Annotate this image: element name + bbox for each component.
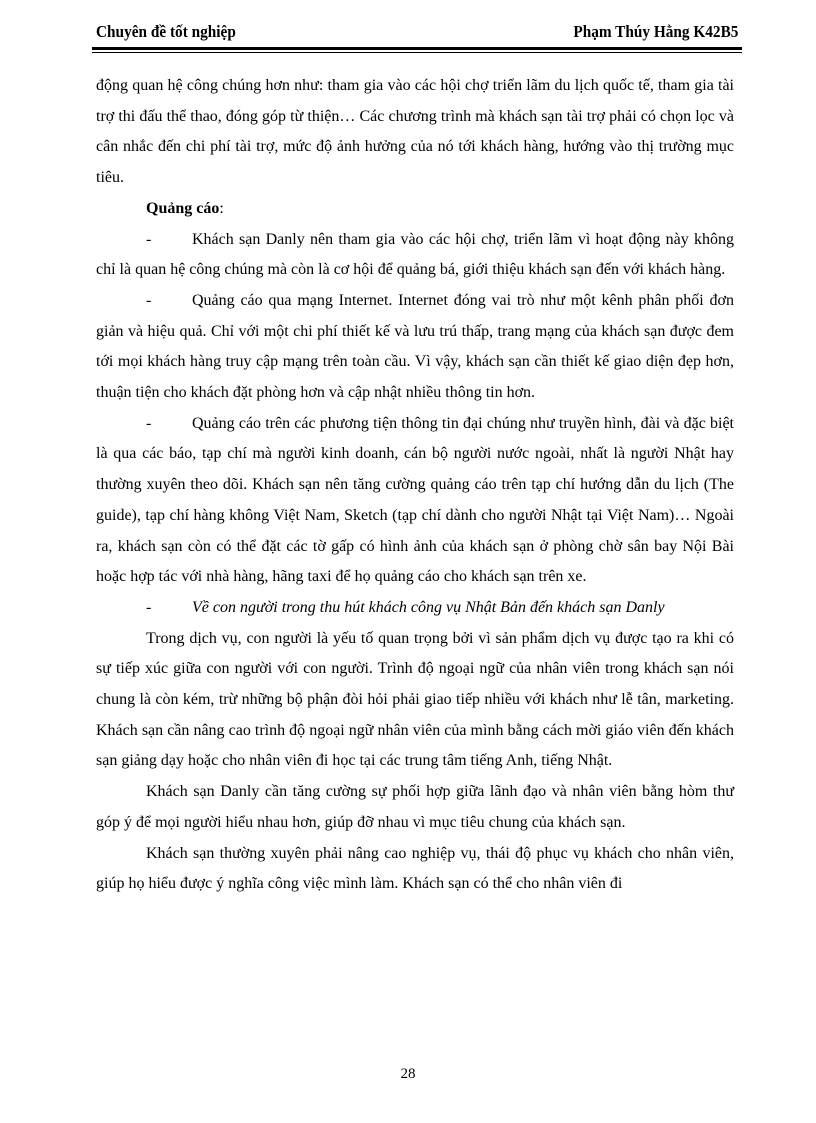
- body-text: [96, 71, 734, 900]
- dash-bullet: -: [146, 598, 152, 616]
- dash-bullet: -: [146, 291, 152, 309]
- list-item-text: Khách sạn Danly nên tham gia vào các hội chợ, triển lãm vì hoạt động này không chỉ là quan hệ công chúng mà còn là cơ hội để quảng bá, giới thiệu khách sạn đến với khách hàng.: [96, 230, 734, 279]
- paragraph-coordination: Khách sạn Danly cần tăng cường sự phối hợp giữa lãnh đạo và nhân viên bằng hòm thư góp ý để mọi người hiểu nhau hơn, giúp đỡ nhau vì mục tiêu chung của khách sạn.: [96, 783, 734, 831]
- section-heading-advertising: [96, 194, 734, 225]
- list-item-italic: [96, 593, 734, 624]
- header-author: Phạm Thúy Hằng K42B5: [572, 22, 738, 41]
- paragraph-staff-language: Trong dịch vụ, con người là yếu tố quan trọng bởi vì sản phẩm dịch vụ được tạo ra khi có sự tiếp xúc giữa con người với con người. Trình độ ngoại ngữ của nhân viên trong khách sạn nói chung là còn kém, trừ những bộ phận đòi hỏi phải giao tiếp nhiều với khách như lễ tân, marketing. Khách sạn cần nâng cao trình độ ngoại ngữ nhân viên của mình bằng cách mời giáo viên đến khách sạn giảng dạy hoặc cho nhân viên đi học tại các trung tâm tiếng Anh, tiếng Nhật.: [96, 629, 734, 770]
- list-item: [96, 286, 734, 409]
- list-item: [96, 225, 734, 286]
- heading-colon: :: [219, 199, 224, 217]
- heading-text: Quảng cáo: [146, 199, 220, 217]
- paragraph-training: Khách sạn thường xuyên phải nâng cao nghiệp vụ, thái độ phục vụ khách cho nhân viên, giúp họ hiểu được ý nghĩa công việc mình làm. Khách sạn có thể cho nhân viên đi: [96, 844, 734, 893]
- list-item-text: Quảng cáo trên các phương tiện thông tin đại chúng như truyền hình, đài và đặc biệt là qua các báo, tạp chí mà người kinh doanh, cán bộ người nước ngoài, nhất là người Nhật hay thường xuyên theo dõi. Khách sạn nên tăng cường quảng cáo trên tạp chí hướng dẫn du lịch (The guide), tạp chí hàng không Việt Nam, Sketch (tạp chí dành cho người Nhật tại Việt Nam)… Ngoài ra, khách sạn còn có thể đặt các tờ gấp có hình ảnh của khách sạn ở phòng chờ sân bay Nội Bài hoặc hợp tác với nhà hàng, hãng taxi để họ quảng cáo cho khách sạn trên xe.: [96, 414, 734, 586]
- header-rule-thin: [92, 52, 742, 53]
- list-item-text: Quảng cáo qua mạng Internet. Internet đóng vai trò như một kênh phân phối đơn giản và hiệu quả. Chỉ với một chi phí thiết kế và lưu trú thấp, trang mạng của khách sạn được đem tới mọi khách hàng truy cập mạng trên toàn cầu. Vì vậy, khách sạn cần thiết kế giao diện đẹp hơn, thuận tiện cho khách đặt phòng hơn và cập nhật nhiều thông tin hơn.: [96, 291, 734, 402]
- page-number: 28: [400, 1066, 416, 1082]
- dash-bullet: -: [146, 230, 152, 248]
- paragraph-pr-activities: động quan hệ công chúng hơn như: tham gia vào các hội chợ triển lãm du lịch quốc tế, tham gia tài trợ thi đấu thể thao, đóng góp từ thiện… Các chương trình mà khách sạn tài trợ phải có chọn lọc và cân nhắc đến chi phí tài trợ, mức độ ảnh hưởng của nó tới khách hàng, hướng vào thị trường mục tiêu.: [96, 77, 734, 187]
- dash-bullet: -: [146, 414, 152, 432]
- list-item-text: Về con người trong thu hút khách công vụ Nhật Bản đến khách sạn Danly: [192, 598, 665, 616]
- header-title: Chuyên đề tốt nghiệp: [96, 22, 236, 41]
- list-item: [96, 409, 734, 593]
- header-rule-thick: [92, 47, 742, 50]
- page-header: [92, 18, 742, 48]
